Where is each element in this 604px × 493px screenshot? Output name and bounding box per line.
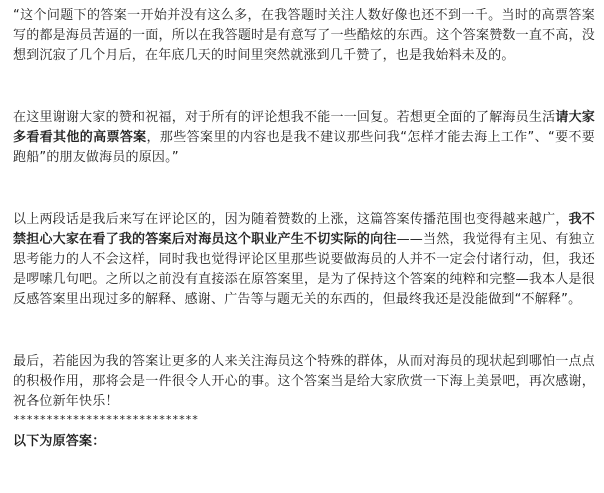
paragraph-2-text-b: ，那些答案里的内容也是我不建议那些问我“怎样才能去海上工作”、“要不要跑船”的朋友做海员的原因。” (13, 130, 595, 165)
paragraph-1-text: “这个问题下的答案一开始并没有这么多，在我答题时关注人数好像也还不到一千。当时的高票答案写的都是海员苦逼的一面，所以在我答题时是有意写了一些酷炫的东西。这个答案赞数一直不高，没想到沉寂了几个月后，在年底几天的时间里突然就涨到几千赞了，也是我始料未及的。 (13, 8, 595, 63)
paragraph-4 (13, 352, 595, 412)
original-answer-heading: 以下为原答案： (13, 434, 106, 449)
paragraph-2-bold-text: 请大家多看看其他的高票答案 (13, 110, 595, 145)
paragraph-3 (13, 210, 595, 310)
article-body (13, 6, 595, 452)
paragraph-1 (13, 6, 595, 66)
paragraph-2 (13, 108, 595, 168)
paragraph-2-text-a: 在这里谢谢大家的赞和祝福，对于所有的评论想我不能一一回复。若想更全面的了解海员生活 (13, 110, 556, 125)
asterisk-separator: **************************** (13, 413, 199, 426)
paragraph-4-text: 最后，若能因为我的答案让更多的人来关注海员这个特殊的群体，从而对海员的现状起到哪怕一点点的积极作用，那将会是一件很令人开心的事。这个答案当是给大家欣赏一下海上美景吧，再次感谢，祝各位新年快乐！ (13, 354, 595, 409)
paragraph-3-text-a: 以上两段话是我后来写在评论区的，因为随着赞数的上涨，这篇答案传播范围也变得越来越广， (13, 212, 569, 227)
paragraph-3-text-b: ——当然，我觉得有主见、有独立思考能力的人不会这样，同时我也觉得评论区里那些说要做海员的人并不一定会付诸行动，但，我还是啰嗦几句吧。之所以之前没有直接添在原答案里，是为了保持这个答案的纯粹和完整—我本人是很反感答案里出现过多的解释、感谢、广告等与题无关的东西的，但最终我还是没能做到“不解释”。 (13, 232, 595, 307)
paragraph-3-bold-text: 我不禁担心大家在看了我的答案后对海员这个职业产生不切实际的向往 (13, 212, 595, 247)
